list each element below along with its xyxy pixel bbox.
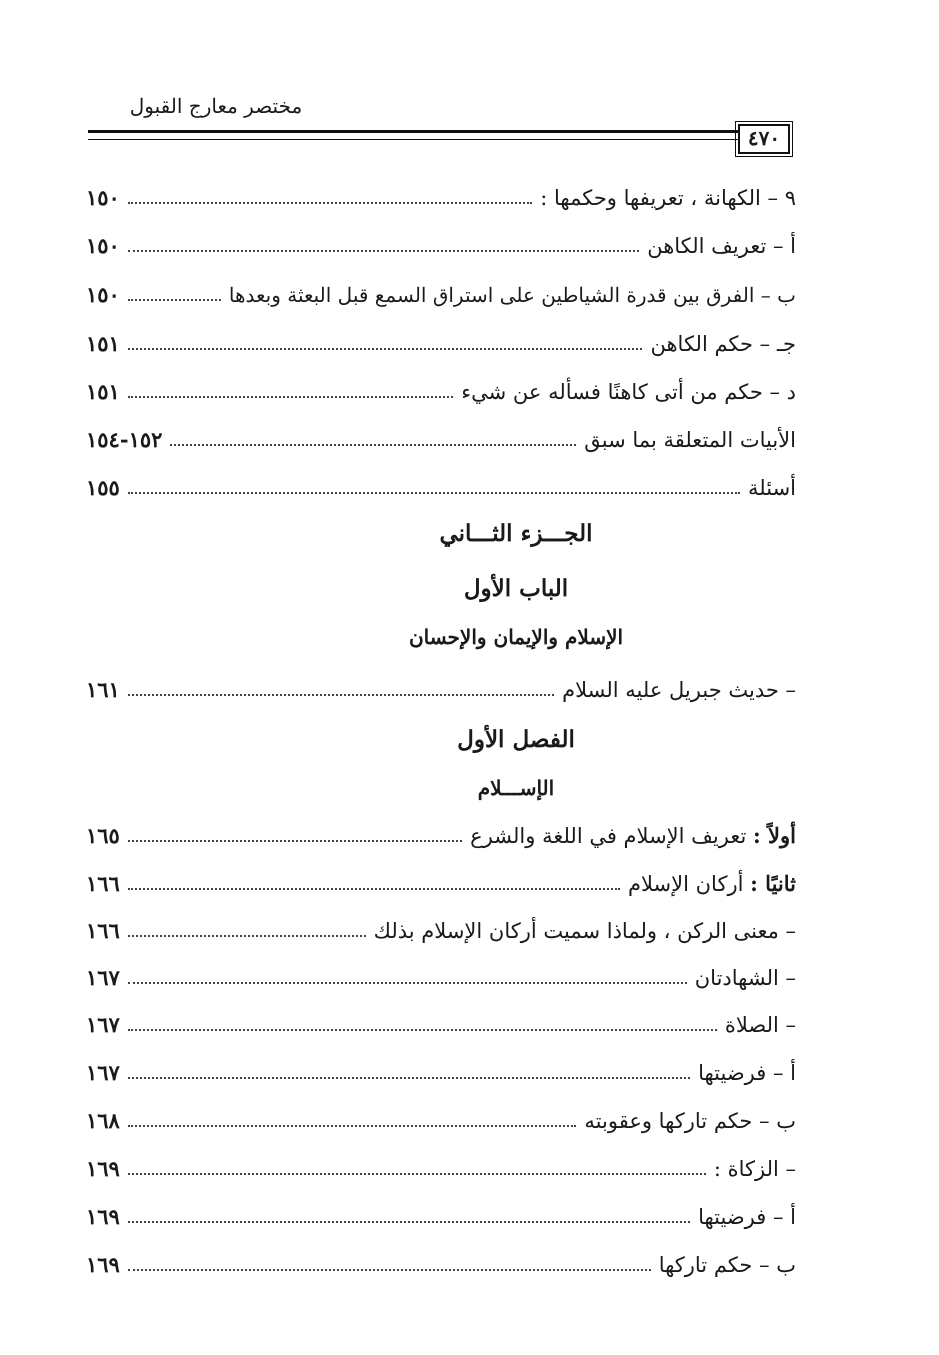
toc-entry-title: أ – تعريف الكاهن (647, 234, 796, 258)
toc-entry (86, 1049, 796, 1089)
toc-entry-title: – الزكاة : (713, 1157, 796, 1181)
toc-entry (86, 666, 796, 706)
dot-leader (128, 935, 366, 937)
toc-entry-title: ٩ – الكهانة ، تعريفها وحكمها : (540, 186, 796, 210)
page-number-text: ٤٧٠ (747, 126, 781, 150)
chapter-heading: الباب الأول (463, 575, 569, 602)
toc-entry-page: ١٥٥ (86, 475, 120, 500)
dot-leader (128, 1269, 651, 1271)
dot-leader (128, 694, 554, 696)
toc-entry-title: ب – الفرق بين قدرة الشياطين على استراق السمع قبل البعثة وبعدها (228, 283, 796, 307)
toc-entry-page: ١٥٠ (86, 233, 120, 258)
toc-entry (86, 320, 796, 360)
toc-entry-text: أركان الإسلام (628, 872, 751, 896)
toc-entry (86, 1241, 796, 1281)
toc-entry-title: جـ – حكم الكاهن (650, 332, 796, 356)
toc-entry-title: أ – فرضيتها (698, 1205, 796, 1229)
toc-entry-page: ١٦٧ (86, 965, 120, 990)
dot-leader (128, 1077, 690, 1079)
toc-entry-title: أ – فرضيتها (698, 1061, 796, 1085)
dot-leader (128, 982, 687, 984)
toc-entry (86, 954, 796, 994)
toc-entry (86, 416, 796, 456)
toc-entry-page: ١٦٦ (86, 871, 120, 896)
toc-entry-page: ١٦٩ (86, 1156, 120, 1181)
toc-entry-title: – معنى الركن ، ولماذا سميت أركان الإسلام بذلك (373, 919, 796, 943)
dot-leader (128, 396, 453, 398)
toc-entry-page: ١٦٥ (86, 823, 120, 848)
page-number (738, 124, 790, 154)
dot-leader (128, 202, 532, 204)
dot-leader (128, 299, 221, 301)
toc-entry (86, 812, 796, 852)
toc-entry (86, 1193, 796, 1233)
toc-entry-page: ١٥١ (86, 379, 120, 404)
toc-entry (86, 1145, 796, 1185)
dot-leader (128, 492, 740, 494)
dot-leader (128, 1125, 577, 1127)
toc-entry-title (470, 823, 796, 852)
toc-entry-page: ١٦٩ (86, 1252, 120, 1277)
toc-entry-title: – الصلاة (724, 1013, 796, 1037)
toc-entry-title: – الشهادتان (694, 966, 796, 990)
dot-leader (170, 444, 576, 446)
toc-entry-title: ب – حكم تاركها وعقوبته (584, 1109, 796, 1133)
header-rule-thin (88, 139, 738, 140)
toc-entry-page: ١٦٧ (86, 1060, 120, 1085)
page-number-frame (735, 121, 793, 157)
toc-entry-page: ١٦٩ (86, 1204, 120, 1229)
section-heading: الفصل الأول (457, 726, 575, 753)
toc-entry (86, 860, 796, 900)
dot-leader (128, 1173, 706, 1175)
toc-entry-title: أسئلة (748, 476, 796, 500)
chapter-subtitle: الإسلام والإيمان والإحسان (408, 625, 624, 649)
toc-entry (86, 368, 796, 408)
toc-entry-page: ١٦٦ (86, 918, 120, 943)
toc-entry (86, 464, 796, 504)
toc-entry-page: ١٥١ (86, 331, 120, 356)
dot-leader (128, 348, 643, 350)
header-rule-thick (88, 130, 738, 133)
toc-entry-title: الأبيات المتعلقة بما سبق (584, 428, 796, 452)
toc-entry-title: ب – حكم تاركها (658, 1253, 796, 1277)
dot-leader (128, 1221, 690, 1223)
toc-entry-lead: ثانيًا : (750, 871, 796, 896)
toc-entry-title: د – حكم من أتى كاهنًا فسأله عن شيء (461, 380, 796, 404)
toc-entry-page: ١٥٠ (86, 282, 120, 307)
toc-entry-page: ١٥٠ (86, 185, 120, 210)
section-subtitle: الإســـلام (477, 776, 555, 800)
toc-entry-page: ١٦١ (86, 677, 120, 702)
dot-leader (128, 840, 462, 842)
toc-entry (86, 174, 796, 214)
part-heading: الجـــزء الثـــاني (439, 520, 593, 547)
running-title: مختصر معارج القبول (129, 94, 303, 118)
toc-entry-page: ١٦٧ (86, 1012, 120, 1037)
toc-entry-page: ١٦٨ (86, 1108, 120, 1133)
toc-entry (86, 271, 796, 311)
toc-entry (86, 907, 796, 947)
dot-leader (128, 250, 639, 252)
dot-leader (128, 888, 620, 890)
toc-entry-text: تعريف الإسلام في اللغة والشرع (470, 824, 753, 848)
dot-leader (128, 1029, 717, 1031)
toc-entry-page: ١٥٢-١٥٤ (86, 427, 163, 452)
toc-entry (86, 1001, 796, 1041)
toc-entry (86, 1097, 796, 1137)
toc-entry-title (628, 871, 796, 900)
toc-entry (86, 222, 796, 262)
toc-entry-title: – حديث جبريل عليه السلام (562, 678, 796, 702)
toc-entry-lead: أولاً : (752, 823, 796, 848)
